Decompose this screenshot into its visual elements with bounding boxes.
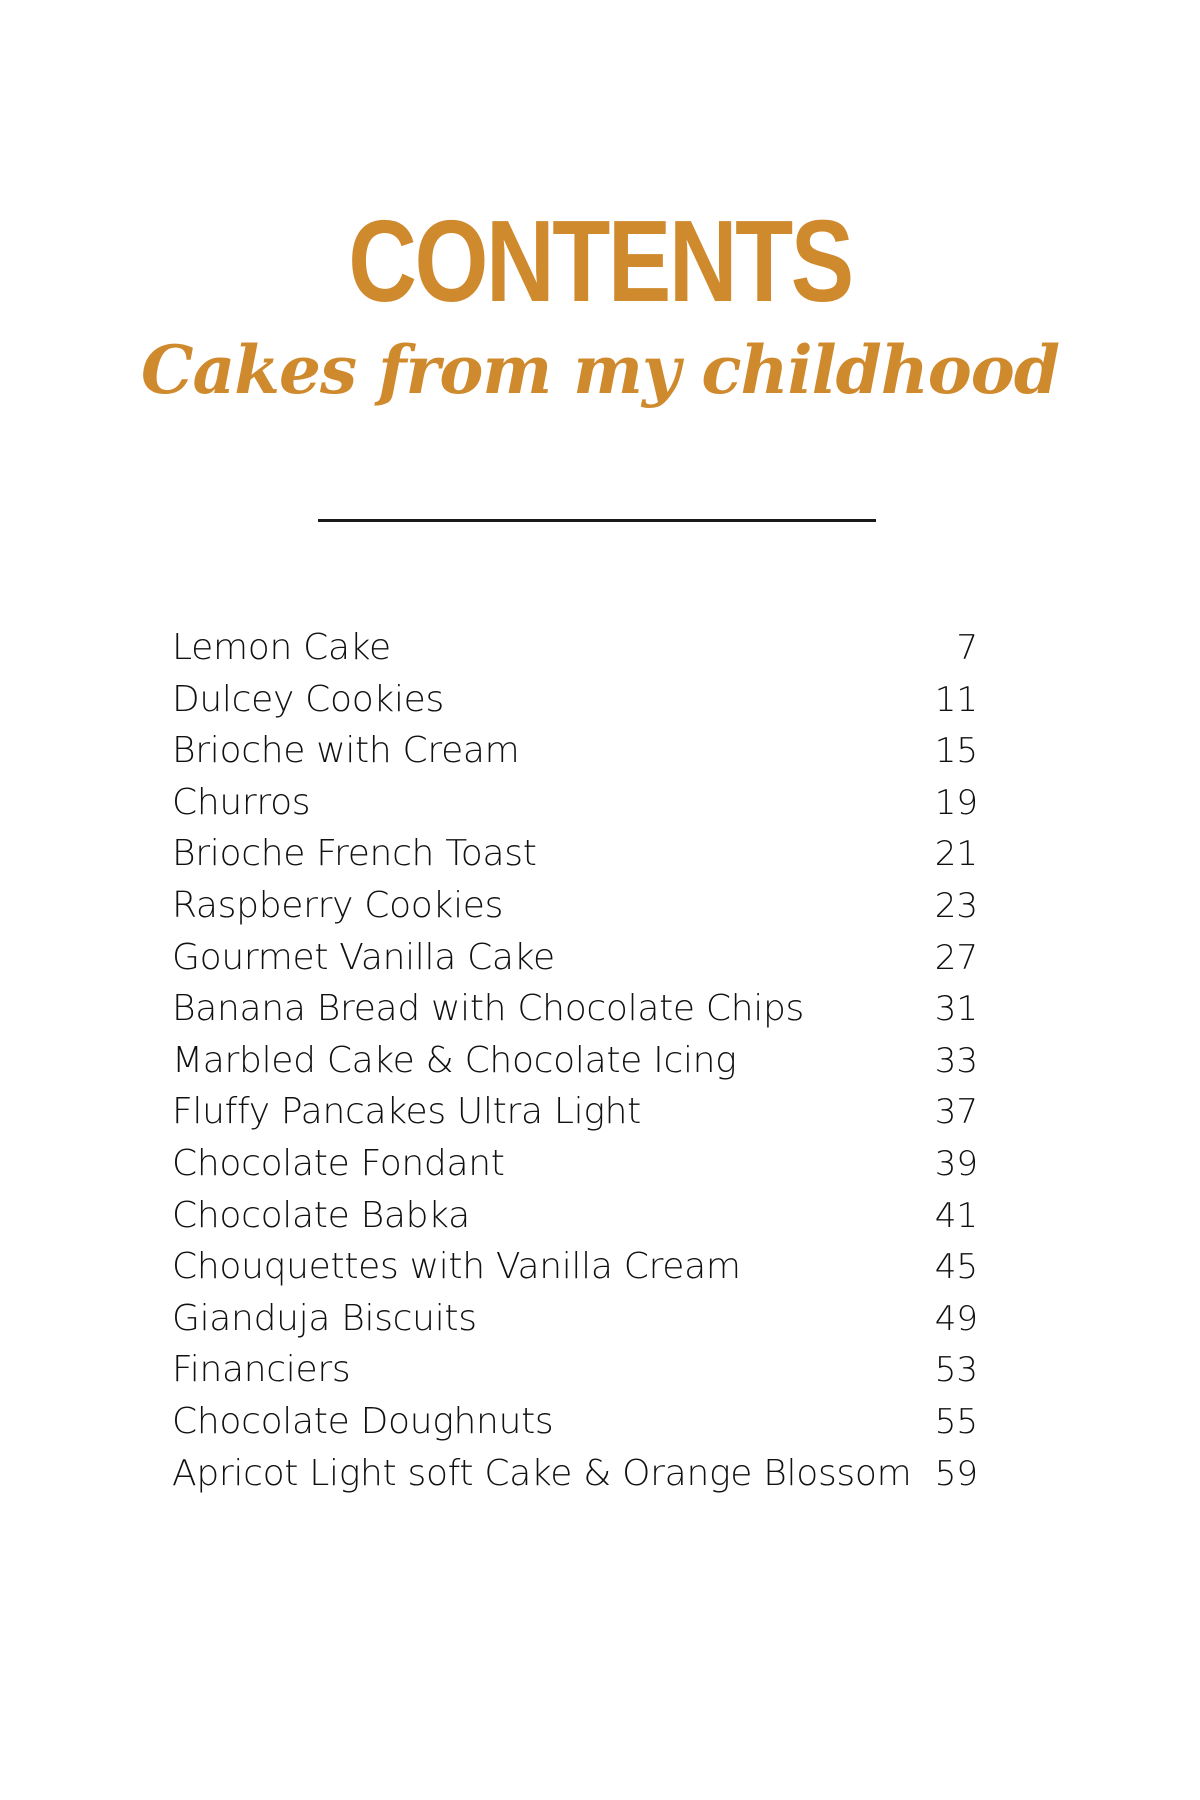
toc-entry-page: 39 xyxy=(934,1143,978,1184)
toc-entry[interactable] xyxy=(172,1190,978,1242)
toc-entry[interactable] xyxy=(172,1448,978,1500)
toc-entry-page: 33 xyxy=(934,1040,978,1081)
toc-entry-title: Brioche French Toast xyxy=(172,833,537,875)
toc-entry-title: Gianduja Biscuits xyxy=(172,1297,477,1339)
toc-entry[interactable] xyxy=(172,725,978,777)
toc-entry-title: Gourmet Vanilla Cake xyxy=(172,936,555,978)
toc-entry[interactable] xyxy=(172,622,978,674)
toc-entry-title: Chocolate Fondant xyxy=(172,1142,505,1184)
toc-entry[interactable] xyxy=(172,1035,978,1087)
toc-entry-page: 59 xyxy=(934,1453,978,1494)
toc-entry-title: Lemon Cake xyxy=(172,627,391,668)
toc-entry[interactable] xyxy=(172,1396,978,1448)
toc-entry[interactable] xyxy=(172,1086,978,1138)
toc-entry[interactable] xyxy=(172,983,978,1035)
toc-entry-page: 45 xyxy=(934,1247,978,1288)
toc-entry-title: Chocolate Doughnuts xyxy=(172,1400,554,1442)
toc-entry-title: Brioche with Cream xyxy=(172,730,520,772)
page-title: CONTENTS xyxy=(348,195,852,326)
toc-entry[interactable] xyxy=(172,1293,978,1345)
toc-entry-title: Churros xyxy=(172,781,311,823)
toc-entry-title: Dulcey Cookies xyxy=(172,678,444,720)
toc-entry-page: 11 xyxy=(934,679,978,720)
toc-entry[interactable] xyxy=(172,1241,978,1293)
toc-entry-title: Chouquettes with Vanilla Cream xyxy=(172,1246,741,1288)
toc-entry-page: 37 xyxy=(934,1092,978,1133)
toc-entry-title: Fluffy Pancakes Ultra Light xyxy=(172,1091,641,1133)
section-subtitle: Cakes from my childhood xyxy=(141,331,1059,409)
toc-entry-page: 31 xyxy=(934,989,978,1030)
table-of-contents xyxy=(172,622,978,1499)
toc-entry-page: 19 xyxy=(934,782,978,823)
toc-entry[interactable] xyxy=(172,777,978,829)
toc-entry-page: 55 xyxy=(934,1401,978,1442)
toc-entry[interactable] xyxy=(172,1344,978,1396)
toc-entry-title: Raspberry Cookies xyxy=(172,884,504,926)
toc-entry-title: Marbled Cake & Chocolate Icing xyxy=(172,1039,737,1081)
toc-entry-title: Financiers xyxy=(172,1349,351,1391)
toc-entry[interactable] xyxy=(172,674,978,726)
divider-line xyxy=(318,519,876,522)
toc-entry[interactable] xyxy=(172,828,978,880)
toc-entry-page: 27 xyxy=(934,937,978,978)
toc-entry-page: 53 xyxy=(934,1350,978,1391)
toc-entry-page: 21 xyxy=(934,834,978,875)
toc-entry[interactable] xyxy=(172,1138,978,1190)
toc-entry-page: 15 xyxy=(934,731,978,772)
toc-entry-page: 49 xyxy=(934,1298,978,1339)
toc-entry-title: Chocolate Babka xyxy=(172,1194,470,1236)
toc-entry-page: 23 xyxy=(934,885,978,926)
toc-entry-title: Banana Bread with Chocolate Chips xyxy=(172,988,804,1030)
toc-entry-page: 7 xyxy=(956,628,978,668)
toc-entry-title: Apricot Light soft Cake & Orange Blossom xyxy=(172,1452,912,1494)
toc-entry[interactable] xyxy=(172,880,978,932)
toc-entry[interactable] xyxy=(172,932,978,984)
toc-entry-page: 41 xyxy=(934,1195,978,1236)
